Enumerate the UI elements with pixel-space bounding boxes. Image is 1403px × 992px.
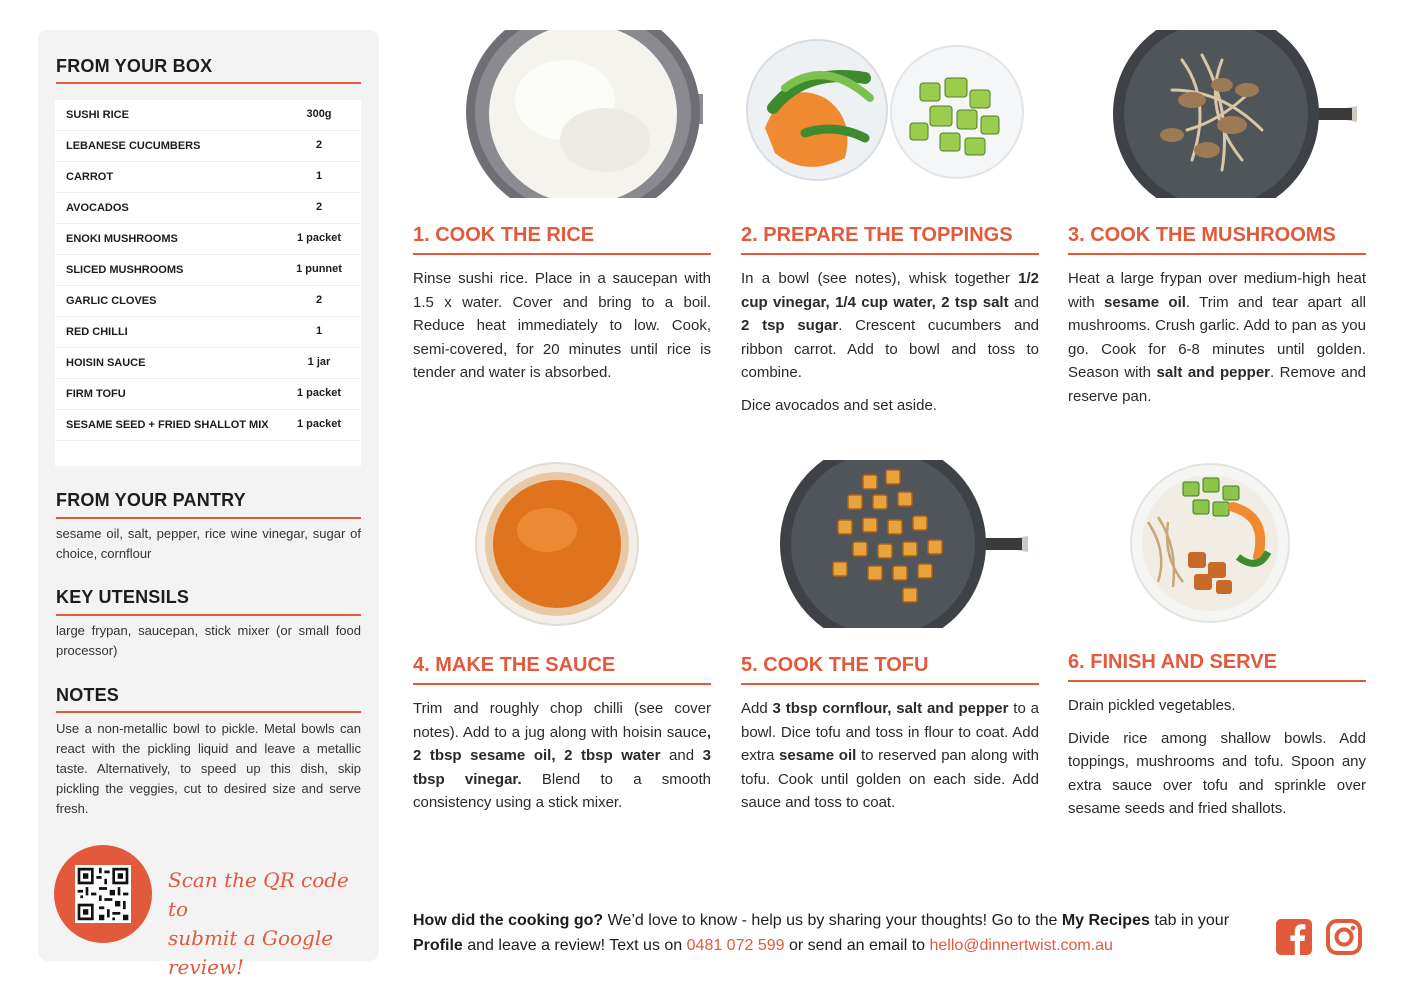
ingredient-qty: 1 <box>315 170 323 182</box>
footer-text: We’d love to know - help us by sharing your thoughts! Go to the <box>603 912 1062 929</box>
ingredient-qty: 1 punnet <box>296 263 342 275</box>
qr-code-icon[interactable] <box>75 865 131 923</box>
qr-badge <box>54 845 152 943</box>
key-utensils-title: KEY UTENSILS <box>56 587 190 607</box>
feedback-footer <box>413 908 1258 958</box>
ingredient-name: GARLIC CLOVES <box>66 295 157 307</box>
qr-text-line1: Scan the QR code to <box>168 868 349 921</box>
instagram-icon[interactable] <box>1325 918 1363 956</box>
step-divider <box>413 683 711 685</box>
sauce-bowl-photo <box>472 460 642 628</box>
step-1-body <box>413 267 711 394</box>
notes-text: Use a non-metallic bowl to pickle. Metal bowls can react with the pickling liquid and leave a metallic taste. Alternatively, to speed up this dish, skip pickling the veggies, cut to desired size and serve fresh. <box>56 721 361 816</box>
footer-question: How did the cooking go? <box>413 912 604 929</box>
mushroom-frypan-photo <box>1112 30 1362 198</box>
ingredient-qty: 2 <box>315 201 323 213</box>
step-6-body <box>1068 694 1366 830</box>
step-divider <box>741 253 1039 255</box>
ingredient-row <box>55 255 361 286</box>
step-divider <box>1068 680 1366 682</box>
footer-text: or send an email to <box>784 937 930 954</box>
my-recipes-label: My Recipes <box>1061 912 1150 929</box>
profile-label: Profile <box>413 937 463 954</box>
ingredient-row <box>55 193 361 224</box>
ingredient-name: LEBANESE CUCUMBERS <box>66 140 201 152</box>
toppings-bowls-photo <box>745 38 1030 188</box>
rice-saucepan-photo <box>455 30 705 198</box>
from-your-pantry-title: FROM YOUR PANTRY <box>56 490 246 510</box>
step-2-title: 2. PREPARE THE TOPPINGS <box>741 224 1013 246</box>
ingredient-qty: 300g <box>306 108 332 120</box>
step-5-body <box>741 697 1039 824</box>
ingredient-row <box>55 131 361 162</box>
phone-number-link[interactable]: 0481 072 599 <box>686 937 785 954</box>
ingredient-name: CARROT <box>66 171 114 183</box>
step-paragraph: Rinse sushi rice. Place in a saucepan with 1.5 x water. Cover and bring to a boil. Reduce heat immediately to low. Cook, semi-covered, for 20 minutes until rice is tender and water is absorbed. <box>413 270 711 381</box>
ingredient-row <box>55 348 361 379</box>
facebook-icon[interactable] <box>1275 918 1313 956</box>
ingredients-table <box>55 100 361 466</box>
ingredient-qty: 2 <box>315 139 323 151</box>
ingredient-name: HOISIN SAUCE <box>66 357 146 369</box>
ingredient-name: RED CHILLI <box>66 326 128 338</box>
step-divider <box>1068 253 1366 255</box>
tofu-frypan-photo <box>778 460 1033 628</box>
ingredients-sidebar <box>38 30 379 979</box>
ingredient-qty: 1 jar <box>307 356 331 368</box>
finished-bowl-photo <box>1128 462 1293 624</box>
step-6-title: 6. FINISH AND SERVE <box>1068 651 1277 673</box>
step-2-body <box>741 267 1039 426</box>
step-1-title: 1. COOK THE RICE <box>413 224 595 246</box>
step-paragraph: Trim and roughly chop chilli (see cover notes). Add to a jug along with hoisin sauce, 2 tbsp sesame oil, 2 tbsp water and 3 tbsp vinegar. Blend to a smooth consistency using a stick mixer. <box>413 700 711 811</box>
footer-text: and leave a review! Text us on <box>462 937 687 954</box>
step-4-title: 4. MAKE THE SAUCE <box>413 654 616 676</box>
ingredient-name: SLICED MUSHROOMS <box>66 264 184 276</box>
ingredient-name: SUSHI RICE <box>66 109 129 121</box>
step-5-title: 5. COOK THE TOFU <box>741 654 929 676</box>
ingredient-name: AVOCADOS <box>66 202 129 214</box>
step-4-body <box>413 697 711 824</box>
step-paragraph: Dice avocados and set aside. <box>741 396 937 414</box>
step-3-title: 3. COOK THE MUSHROOMS <box>1068 224 1336 246</box>
email-link[interactable]: hello@dinnertwist.com.au <box>929 937 1113 954</box>
section-divider <box>56 517 361 519</box>
ingredient-name: ENOKI MUSHROOMS <box>66 233 178 245</box>
section-divider <box>56 614 361 616</box>
step-paragraph: Heat a large frypan over medium-high heat with sesame oil. Trim and tear apart all mushrooms. Crush garlic. Add to pan as you go. Cook for 6-8 minutes until golden. Season with salt and pepper. Remove and reserve pan. <box>1068 270 1367 405</box>
ingredient-qty: 1 packet <box>296 418 342 430</box>
step-3-body <box>1068 267 1366 417</box>
ingredient-row <box>55 224 361 255</box>
ingredient-name: FIRM TOFU <box>66 388 126 400</box>
pantry-text: sesame oil, salt, pepper, rice wine vinegar, sugar of choice, cornflour <box>56 526 361 561</box>
ingredient-row <box>55 410 361 441</box>
qr-review-prompt <box>168 866 368 982</box>
step-paragraph: Drain pickled vegetables. <box>1068 697 1236 714</box>
step-paragraph: In a bowl (see notes), whisk together 1/2 cup vinegar, 1/4 cup water, 2 tsp salt and 2 tsp sugar. Crescent cucumbers and ribbon carrot. Add to bowl and toss to combine. <box>741 270 1039 381</box>
ingredient-qty: 1 packet <box>296 387 342 399</box>
ingredient-qty: 1 packet <box>296 232 342 244</box>
utensils-text: large frypan, saucepan, stick mixer (or small food processor) <box>56 623 361 658</box>
ingredient-name: SESAME SEED + FRIED SHALLOT MIX <box>66 419 269 431</box>
step-paragraph: Divide rice among shallow bowls. Add toppings, mushrooms and tofu. Spoon any extra sauce over tofu and sprinkle over sesame seeds and fried shallots. <box>1068 729 1366 817</box>
ingredient-row <box>55 379 361 410</box>
qr-text-line2: submit a Google review! <box>168 926 334 979</box>
ingredient-qty: 2 <box>315 294 323 306</box>
step-divider <box>741 683 1039 685</box>
section-divider <box>56 711 361 713</box>
from-your-box-title: FROM YOUR BOX <box>56 56 213 76</box>
footer-text: tab in your <box>1149 912 1230 929</box>
step-divider <box>413 253 711 255</box>
notes-title: NOTES <box>56 685 120 705</box>
ingredient-row <box>55 317 361 348</box>
step-paragraph: Add 3 tbsp cornflour, salt and pepper to a bowl. Dice tofu and toss in flour to coat. Add extra sesame oil to reserved pan along with tofu. Cook until golden on each side. Add sauce and toss to coat. <box>741 700 1040 811</box>
ingredient-row <box>55 100 361 131</box>
ingredient-row <box>55 286 361 317</box>
ingredient-row <box>55 162 361 193</box>
ingredient-qty: 1 <box>315 325 323 337</box>
section-divider <box>56 82 361 84</box>
